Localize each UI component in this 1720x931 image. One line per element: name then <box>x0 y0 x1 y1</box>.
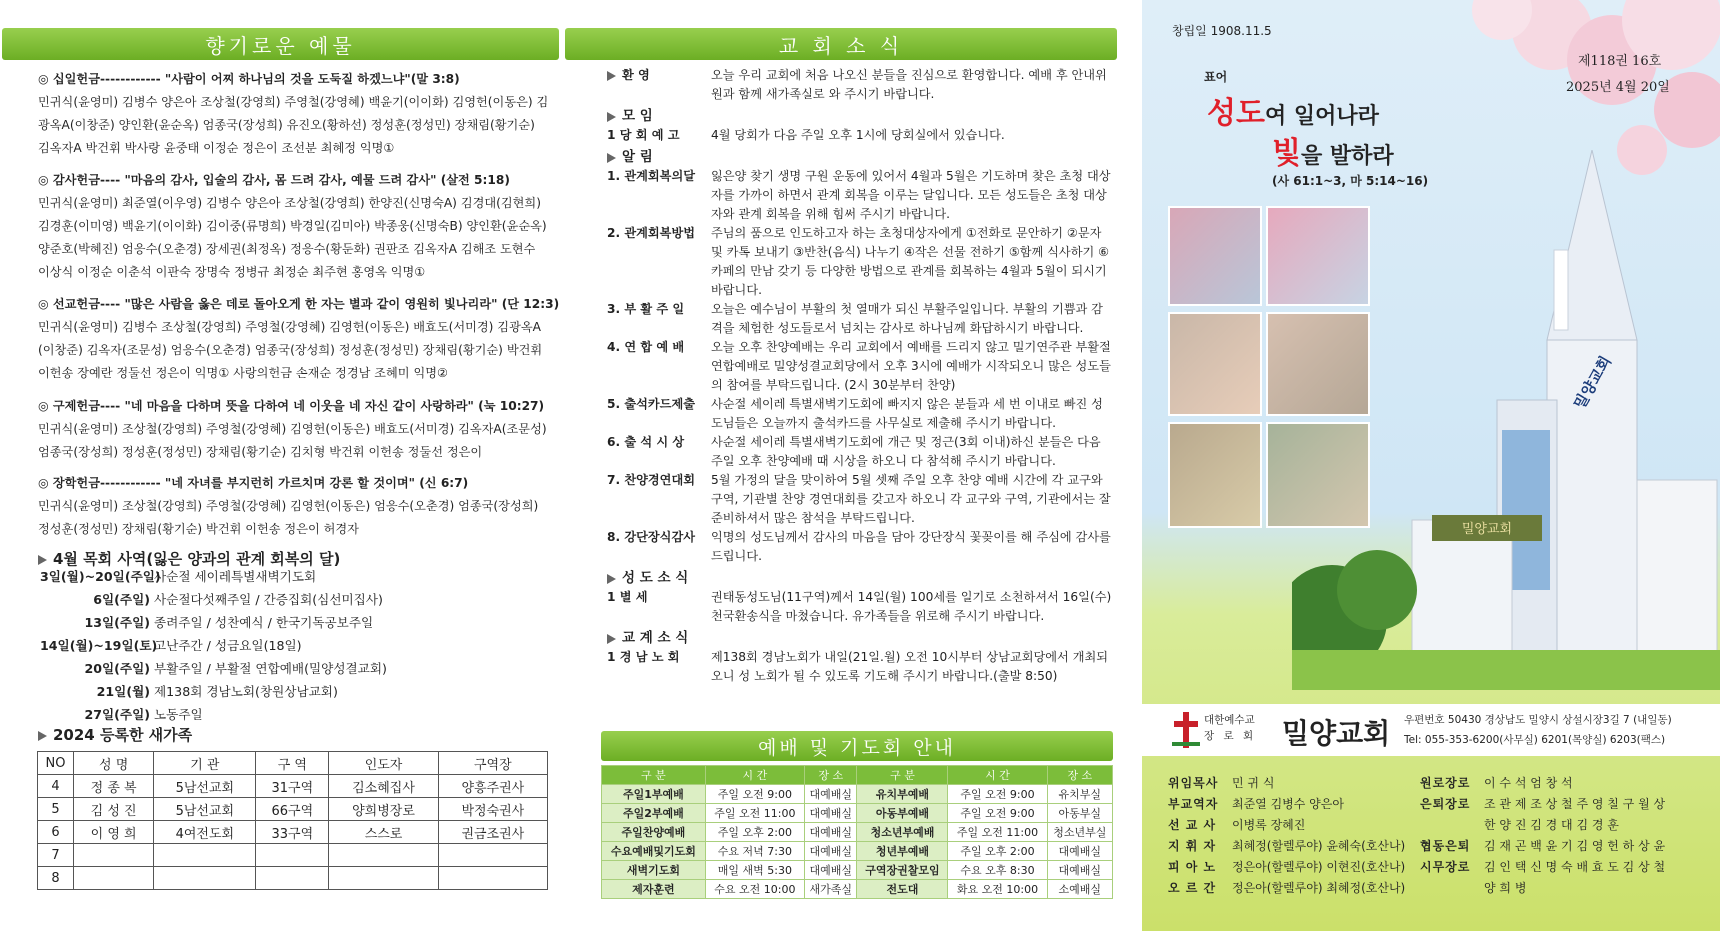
triangle-bullet-icon <box>38 555 47 565</box>
list-item: 부교역자 최준열 김병수 양은아 <box>1168 797 1344 811</box>
list-item: 협동은퇴 김 재 곤 백 윤 기 김 영 헌 하 상 윤 <box>1420 839 1666 853</box>
mission-offering <box>38 293 560 385</box>
section-label: 환 영 <box>607 66 711 104</box>
list-item: 피 아 노 정은아(할렐루야) 이현진(호산나) <box>1168 860 1406 874</box>
event-photo <box>1168 422 1262 528</box>
list-item: 1. 관계회복의달 잃은양 찾기 생명 구원 운동에 있어서 4월과 5월은 기도하며 찾은 초청 대상자를 가까이 하면서 관계 회복을 이루는 달입니다. 모든 성도들은 초청 대상자와 관계 회복을 위해 힘써 주시기 바랍니다. <box>607 169 1111 221</box>
list-item: 원로장로 이 수 석 엄 창 석 <box>1420 776 1573 790</box>
offering-heading: ◎ 십일헌금------------ "사람이 어찌 하나님의 것을 도둑질 하겠느냐"(말 3:8) <box>38 72 460 86</box>
church-building-icon <box>1292 150 1720 690</box>
list-item: 4. 연 합 예 배 오늘 오후 찬양예배는 우리 교회에서 예배를 드리지 않고 밀기연주관 부활절연합예배로 밀양성결교회당에서 오후 3시에 예배가 시작되오니 많은 성도들의 참여를 부탁드립니다. (2시 30분부터 찬양) <box>607 340 1111 392</box>
scholarship-offering <box>38 472 550 541</box>
list-item: 5. 출석카드제출 사순절 세이레 특별새벽기도회에 빠지지 않은 분들과 세 번 이내로 빠진 성도님들은 오늘까지 출석카드를 사무실로 제출해 주시기 바랍니다. <box>607 397 1103 430</box>
table-row: 5 김 성 진 5남선교회 66구역 양희병장로 박정숙권사 <box>38 798 548 821</box>
cross-logo-icon <box>1172 712 1200 748</box>
list-item: 14일(월)~19일(토) 고난주간 / 성금요일(18일) <box>40 638 302 653</box>
church-info-band <box>1142 704 1720 756</box>
list-item: 3일(월)~20일(주일) 사순절 세이레특별새벽기도회 <box>40 569 317 584</box>
triangle-bullet-icon <box>38 731 47 741</box>
worship-table <box>601 765 1113 899</box>
motto-reference: (사 61:1~3, 마 5:14~16) <box>1272 174 1429 188</box>
list-item: 오 르 간 정은아(할렐루야) 최혜정(호산나) <box>1168 881 1406 895</box>
worship-banner: 예배 및 기도회 안내 <box>601 731 1113 761</box>
table-row: 제자훈련 수요 오전 10:00 새가족실 전도대 화요 오전 10:00 소예배실 <box>602 880 1113 899</box>
list-item: 1 당 회 예 고 4월 당회가 다음 주일 오후 1시에 당회실에서 있습니다. <box>607 128 1005 142</box>
triangle-bullet-icon <box>607 112 616 122</box>
table-row: 새벽기도회 매일 새벽 5:30 대예배실 구역장권찰모임 수요 오후 8:30 대예배실 <box>602 861 1113 880</box>
list-item: 은퇴장로 조 관 제 조 상 철 주 영 칠 구 월 상 <box>1420 797 1666 811</box>
meeting-section-title: 모 임 <box>607 107 1113 126</box>
offering-heading: ◎ 선교헌금---- "많은 사람을 옳은 데로 돌아오게 한 자는 별과 같이 영원히 빛나리라" (단 12:3) <box>38 297 560 311</box>
schedule-title: 4월 목회 사역(잃은 양과의 관계 회복의 달) <box>38 548 340 569</box>
denomination: 대한예수교 장 로 회 <box>1204 714 1257 742</box>
tithe-offering <box>38 68 550 160</box>
motto-line-2: 빛을 발하라 <box>1272 136 1394 171</box>
list-item: 21일(월) 제138회 경남노회(창원상남교회) <box>96 684 338 699</box>
saints-section-title: 성 도 소 식 <box>607 569 1113 588</box>
offerings-page <box>0 0 560 931</box>
motto-label: 표어 <box>1204 70 1228 84</box>
svg-text:밀양교회: 밀양교회 <box>1570 352 1615 413</box>
table-header-row: 구 분 시 간 장 소 구 분 시 간 장 소 <box>602 766 1113 785</box>
relief-offering <box>38 395 550 464</box>
table-row: 7 <box>38 844 548 867</box>
table-row: 주일2부예배 주일 오전 11:00 대예배실 아동부예배 주일 오전 9:00 아동부실 <box>602 804 1113 823</box>
event-photo <box>1168 206 1262 306</box>
triangle-bullet-icon <box>607 634 616 644</box>
list-item: 한 양 진 김 경 대 김 경 훈 <box>1484 818 1619 832</box>
issue-date: 2025년 4월 20일 <box>1566 80 1670 95</box>
table-row: 수요예배및기도회 수요 저녁 7:30 대예배실 청년부예배 주일 오후 2:00 대예배실 <box>602 842 1113 861</box>
list-item: 양 희 병 <box>1484 881 1527 895</box>
triangle-bullet-icon <box>607 153 616 163</box>
list-item: 6일(주일) 사순절다섯째주일 / 간증집회(심선미집사) <box>93 592 383 607</box>
list-item: 1 별 세 권태동성도님(11구역)께서 14일(월) 100세를 일기로 소천하셔서 16일(수) 천국환송식을 마쳤습니다. 유가족들을 위로해 주시기 바랍니다. <box>607 590 1112 623</box>
offering-names: 민귀식(윤영미) 김병수 조상철(강영희) 주영철(강영혜) 김영헌(이동은) 배효도(서미경) 김광옥A (이창준) 김옥자(조문성) 엄응수(오춘경) 엄종국(장성희) 정성훈(정성민) 장채림(황기순) 박건휘 이헌송 장예란 정둘선 정은이 익명① 사랑의헌금 손재순 정경남 조혜미 익명② <box>38 320 543 380</box>
church-name: 밀양교회 <box>1282 717 1391 750</box>
list-item: 6. 출 석 시 상 사순절 세이레 특별새벽기도회에 개근 및 정근(3회 이내)하신 분들은 다음 주일 오후 찬양예배 때 시상을 하오니 다 참석해 주시기 바랍니다. <box>607 435 1101 468</box>
offering-heading: ◎ 장학헌금------------ "네 자녀를 부지런히 가르치며 강론 할 것이며" (신 6:7) <box>38 476 469 490</box>
address: 우편번호 50430 경상남도 밀양시 상설시장3길 7 (내일동) <box>1404 714 1672 726</box>
offering-heading: ◎ 구제헌금---- "네 마음을 다하며 뜻을 다하여 네 이웃을 네 자신 같이 사랑하라" (눅 10:27) <box>38 399 545 413</box>
news-banner: 교 회 소 식 <box>565 28 1117 60</box>
cover-page <box>1142 0 1720 931</box>
offering-names: 민귀식(윤영미) 조상철(강영희) 주영철(강영혜) 김영헌(이동은) 엄응수(오춘경) 엄종국(장성희) 정성훈(정성민) 장채림(황기순) 박건휘 이헌송 정은이 허경자 <box>38 499 539 536</box>
list-item: 지 휘 자 최혜정(할렐루야) 윤혜숙(호산나) <box>1168 839 1406 853</box>
offering-names: 민귀식(윤영미) 조상철(강영희) 주영철(강영혜) 김영헌(이동은) 배효도(서미경) 김옥자A(조문성) 엄종국(장성희) 정성훈(정성민) 장채림(황기순) 김치형 박건휘 이헌송 정둘선 정은이 <box>38 422 547 459</box>
list-item: 선 교 사 이병록 장혜진 <box>1168 818 1306 832</box>
denomination-section-title: 교 계 소 식 <box>607 629 1113 648</box>
newcomers-table <box>37 751 548 890</box>
newcomers-title: 2024 등록한 새가족 <box>38 724 192 745</box>
table-row: 주일1부예배 주일 오전 9:00 대예배실 유치부예배 주일 오전 9:00 유치부실 <box>602 785 1113 804</box>
list-item: 시무장로 김 인 택 신 명 숙 배 효 도 김 상 철 <box>1420 860 1666 874</box>
triangle-bullet-icon <box>607 574 616 584</box>
thanks-offering <box>38 169 550 284</box>
table-row: 주일찬양예배 주일 오후 2:00 대예배실 청소년부예배 주일 오전 11:00 청소년부실 <box>602 823 1113 842</box>
notice-section-title: 알 림 <box>607 148 1113 167</box>
table-row: 8 <box>38 867 548 890</box>
offering-names: 민귀식(윤영미) 김병수 양은아 조상철(강영희) 주영철(강영혜) 백윤기(이이화) 김영헌(이동은) 김광옥A(이창준) 양인환(윤순옥) 엄종국(장성희) 유진오(황하선) 정성훈(정성민) 장채림(황기순) 김옥자A 박건휘 박사랑 윤중태 이정순 정은이 조선분 최혜정 익명① <box>38 95 549 155</box>
list-item: 1 경 남 노 회 제138회 경남노회가 내일(21일.월) 오전 10시부터 상남교회당에서 개최되오니 성 노회가 될 수 있도록 기도해 주시기 바랍니다.(출발 8:50) <box>607 650 1109 683</box>
list-item: 3. 부 활 주 일 오늘은 예수님이 부활의 첫 열매가 되신 부활주일입니다. 부활의 기쁨과 감격을 체험한 성도들로서 넘치는 감사로 하나님께 화답하시기 바랍니다. <box>607 302 1103 335</box>
table-header-row: NO 성 명 기 관 구 역 인도자 구역장 <box>38 752 548 775</box>
offering-heading: ◎ 감사헌금---- "마음의 감사, 입술의 감사, 몸 드려 감사, 예물 드려 감사" (살전 5:18) <box>38 173 510 187</box>
triangle-bullet-icon <box>607 71 616 81</box>
event-photo <box>1168 312 1262 416</box>
table-row: 6 이 영 희 4여전도회 33구역 스스로 권금조권사 <box>38 821 548 844</box>
list-item: 7. 찬양경연대회 5월 가정의 달을 맞이하여 5월 셋째 주일 오후 찬양 예배 시간에 각 교구와 구역, 기관별 찬양 경연대회를 갖고자 하오니 각 교구와 구역, 기관에서는 잘 준비하셔서 많은 참석을 부탁드립니다. <box>607 473 1111 525</box>
list-item: 20일(주일) 부활주일 / 부활절 연합예배(밀양성결교회) <box>84 661 387 676</box>
table-row: 4 정 종 복 5남선교회 31구역 김소혜집사 양흥주권사 <box>38 775 548 798</box>
schedule-list <box>40 565 540 726</box>
news-body <box>607 66 1113 686</box>
svg-text:밀양교회: 밀양교회 <box>1461 522 1513 537</box>
list-item: 위임목사 민 귀 식 <box>1168 776 1275 790</box>
list-item: 27일(주일) 노동주일 <box>84 707 203 722</box>
volume-number: 제118권 16호 <box>1578 54 1662 69</box>
offerings-banner: 향기로운 예물 <box>2 28 559 60</box>
founded-date: 창립일 1908.11.5 <box>1172 24 1272 38</box>
list-item: 13일(주일) 종려주일 / 성찬예식 / 한국기독공보주일 <box>84 615 374 630</box>
offering-names: 민귀식(윤영미) 최준열(이우영) 김병수 양은아 조상철(강영희) 한양진(신명숙A) 김경대(김현희) 김경훈(이미영) 백윤기(이이화) 김이중(류명희) 박경일(김미아) 박종웅(신명숙B) 양인환(윤순옥) 양준호(박혜진) 엄응수(오춘경) 장세권(최정옥) 정응수(황둔화) 권판조 김옥자A 김해조 도현수 이상식 이정순 이춘석 이판숙 장명숙 정병규 최정순 최주현 홍영옥 익명① <box>38 196 547 279</box>
list-item: 8. 강단장식감사 익명의 성도님께서 감사의 마음을 담아 강단장식 꽃꽂이를 해 주심에 감사를 드립니다. <box>607 530 1111 563</box>
staff-list-right <box>1420 773 1665 899</box>
church-news-page <box>563 0 1120 931</box>
motto-line-1: 성도여 일어나라 <box>1207 96 1379 131</box>
phone: Tel: 055-353-6200(사무실) 6201(목양실) 6203(팩스) <box>1404 734 1666 746</box>
staff-list-left <box>1168 773 1405 899</box>
list-item: 2. 관계회복방법 주님의 품으로 인도하고자 하는 초청대상자에게 ①전화로 문안하기 ②문자 및 카톡 보내기 ③반찬(음식) 나누기 ④작은 선물 전하기 ⑤함께 식사하기 ⑥카페의 만남 갖기 등 다양한 방법으로 관계를 회복하는 4월과 5월이 되시기 바랍니다. <box>607 226 1110 297</box>
welcome-section: 환 영 오늘 우리 교회에 처음 나오신 분들을 진심으로 환영합니다. 예배 후 안내위원과 함께 새가족실로 와 주시기 바랍니다. <box>607 66 1113 104</box>
